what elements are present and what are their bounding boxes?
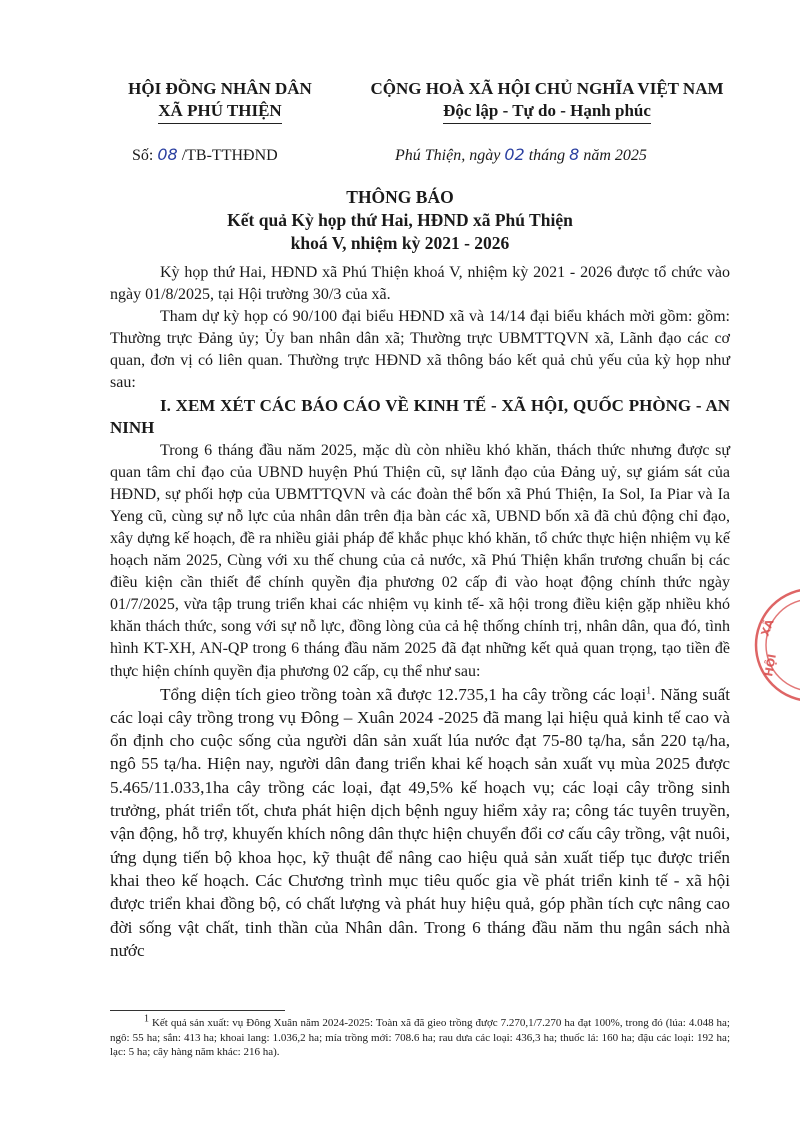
svg-text:XÃ: XÃ	[758, 617, 777, 639]
date-day: 02	[504, 145, 525, 164]
paragraph-4	[110, 683, 730, 963]
paragraph-4-rest: . Năng suất các loại cây trồng trong vụ Đông – Xuân 2024 -2025 đã mang lại hiệu quả kinh tế cao và ổn định cho cuộc sống của người dân sản xuất lúa nước đạt 75-80 tạ/ha, sắn 220 tạ/ha, ngô 55 tạ/ha. Hiện nay, người dân đang triển khai kế hoạch sản xuất vụ mùa 2025 được 5.465/11.033,1ha cây trồng các loại, đạt 49,5% kế hoạch vụ; các loại cây trồng sinh trưởng, phát triển tốt, chưa phát hiện dịch bệnh nguy hiểm xảy ra; công tác tuyên truyền, vận động, hỗ trợ, khuyến khích nông dân thực hiện chuyển đổi cơ cấu cây trồng, vật nuôi, ứng dụng tiến bộ khoa học, kỹ thuật để nâng cao hiệu quả sản xuất tiếp tục được triển khai theo kế hoạch. Các Chương trình mục tiêu quốc gia về phát triển kinh tế - xã hội được triển khai đồng bộ, có chất lượng và phát huy hiệu quả, góp phần tích cực nâng cao đời sống vật chất, tinh thần của Nhân dân. Trong 6 tháng đầu năm thu ngân sách nhà nước	[110, 684, 730, 960]
footnote-text: Kết quả sản xuất: vụ Đông Xuân năm 2024-2025: Toàn xã đã gieo trồng được 7.270,1/7.270 ha đạt 100%, trong đó (lúa: 4.048 ha; ngô: 55 ha; sắn: 413 ha; khoai lang: 1.036,2 ha; mía trồng mới: 708.6 ha; rau dưa các loại: 436,3 ha; thuốc lá: 160 ha; đậu các loại: 192 ha; lạc: 5 ha; cây hàng năm khác: 216 ha).	[110, 1017, 730, 1058]
country-line: CỘNG HOÀ XÃ HỘI CHỦ NGHĨA VIỆT NAM	[370, 79, 724, 98]
date-line	[395, 145, 647, 165]
svg-text:HỘI: HỘI	[762, 652, 779, 678]
title-line-2: Kết quả Kỳ họp thứ Hai, HĐND xã Phú Thiện	[227, 210, 573, 230]
date-mid: tháng	[524, 147, 570, 164]
date-month: 8	[569, 145, 580, 164]
footnote-divider	[110, 1010, 285, 1011]
footnote-marker: 1	[144, 1013, 149, 1025]
footnote	[110, 1013, 730, 1060]
paragraph-1: Kỳ họp thứ Hai, HĐND xã Phú Thiện khoá V, nhiệm kỳ 2021 - 2026 được tổ chức vào ngày 01/8/2025, tại Hội trường 30/3 của xã.	[110, 264, 730, 304]
national-header	[342, 78, 752, 124]
date-prefix: Phú Thiện, ngày	[395, 147, 505, 164]
paragraph-3: Trong 6 tháng đầu năm 2025, mặc dù còn nhiều khó khăn, thách thức nhưng được sự quan tâm chỉ đạo của UBND huyện Phú Thiện cũ, sự lãnh đạo của Đảng uỷ, sự giám sát của HĐND, sự phối hợp của UBMTTQVN và các đoàn thể bốn xã Phú Thiện, Ia Sol, Ia Piar và Ia Yeng cũ, cùng sự nỗ lực của nhân dân trên địa bàn các xã, UBND bốn xã đã chủ động chỉ đạo, xây dựng kế hoạch, đề ra nhiều giải pháp để khắc phục khó khăn, tổ chức thực hiện nhiệm vụ kế hoạch năm 2025, Cùng với xu thế chung của cả nước, xã Phú Thiện khẩn trương chuẩn bị các điều kiện cần thiết để chính quyền địa phương 02 cấp đi vào hoạt động chính thức ngày 01/7/2025, vừa tập trung triển khai các nhiệm vụ kinh tế- xã hội trong điều kiện gặp nhiều khó khăn thách thức, song với sự nỗ lực, đồng lòng của cả hệ thống chính trị, nhân dân, qua đó, tình hình KT-XH, AN-QP trong 6 tháng đầu năm 2025 đã đạt những kết quả quan trọng, tạo tiền đề thực hiện chính quyền địa phương 02 cấp, cụ thể như sau:	[110, 441, 730, 680]
footnote-ref[interactable]: 1	[646, 684, 652, 696]
title-line-1: THÔNG BÁO	[346, 187, 454, 207]
official-seal-stamp	[752, 585, 800, 705]
document-title	[100, 186, 700, 255]
date-suffix: năm 2025	[579, 147, 647, 164]
title-line-3: khoá V, nhiệm kỳ 2021 - 2026	[290, 233, 510, 253]
doc-no-handwritten: 08	[157, 145, 178, 164]
paragraph-2: Tham dự kỳ họp có 90/100 đại biểu HĐND xã và 14/14 đại biểu khách mời gồm: gồm: Thường trực Đảng ủy; Ủy ban nhân dân xã; Thường trực UBMTTQVN xã, Lãnh đạo các cơ quan, đơn vị có liên quan. Thường trực HĐND xã thông báo kết quả chủ yếu của kỳ họp như sau:	[110, 308, 730, 392]
issuing-organization	[100, 78, 340, 124]
document-number	[132, 145, 278, 165]
section-heading-1: I. XEM XÉT CÁC BÁO CÁO VỀ KINH TẾ - XÃ HỘI, QUỐC PHÒNG - AN NINH	[110, 395, 730, 438]
motto: Độc lập - Tự do - Hạnh phúc	[443, 100, 651, 124]
doc-no-prefix: Số:	[132, 147, 158, 164]
document-body	[110, 262, 730, 962]
org-line-1: HỘI ĐỒNG NHÂN DÂN	[128, 79, 312, 98]
doc-no-suffix: /TB-TTHĐND	[177, 147, 278, 164]
org-line-2: XÃ PHÚ THIỆN	[158, 100, 281, 124]
paragraph-4-start: Tổng diện tích gieo trồng toàn xã được 12.735,1 ha cây trồng các loại	[160, 684, 647, 704]
